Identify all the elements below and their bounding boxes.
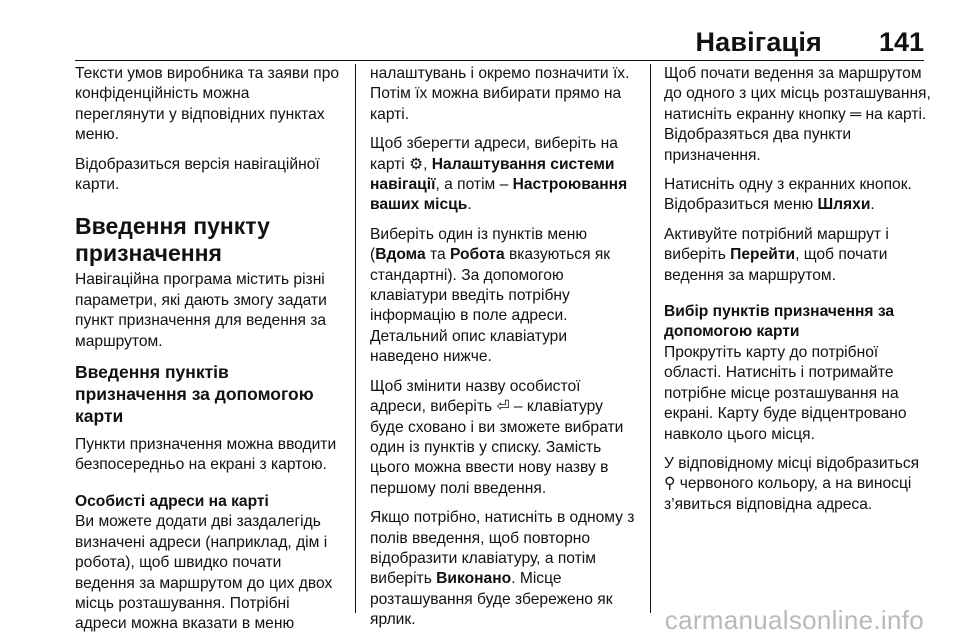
paragraph: Пункти призначення можна вводити безпосередньо на екрані з картою. xyxy=(75,436,337,474)
page-number: 141 xyxy=(878,27,924,57)
watermark: carmanualsonline.info xyxy=(664,605,924,635)
paragraph: Відобразиться версія навігаційної карти. xyxy=(75,155,320,194)
paragraph: налаштувань і окремо позначити їх. Потім їх можна вибирати прямо на карті. xyxy=(370,65,630,123)
paragraph: Щоб зберегти адреси, виберіть на карті ⚙, Налаштування системи навігації, а потім – Настроювання ваших місць. xyxy=(370,135,628,214)
map-pin-icon: ⚲ xyxy=(664,475,676,493)
subsection-heading-map-entry: Введення пунктів призначення за допомогою карти xyxy=(75,362,314,427)
menu-label: Вдома xyxy=(375,246,426,264)
paragraph: Якщо потрібно, натисніть в одному з полів введення, щоб повторно відобразити клавіатуру, а потім виберіть Виконано. Місце розташування буде збережено як ярлик. xyxy=(370,509,635,629)
column-divider-2 xyxy=(650,64,651,613)
column-3 xyxy=(664,64,932,524)
menu-label: Налаштування системи навігації xyxy=(370,155,615,194)
menu-icon: ═ xyxy=(850,105,862,123)
paragraph: Тексти умов виробника та заяви про конфіденційність можна переглянути у відповідних пунктах меню. xyxy=(75,65,340,144)
menu-label: Виконано xyxy=(436,570,512,588)
paragraph: У відповідному місці відобразиться ⚲ червоного кольору, а на виносці з’явиться відповідна адреса. xyxy=(664,454,920,513)
subheading-personal-addresses: Особисті адреси на карті xyxy=(75,492,269,510)
keyboard-hide-icon: ⏎ xyxy=(496,398,510,416)
paragraph: Навігаційна програма містить різні параметри, які дають змогу задати пункт призначення для ведення за маршрутом. xyxy=(75,271,327,350)
section-heading-destination: Введення пункту призначення xyxy=(75,213,270,267)
column-2 xyxy=(370,64,638,640)
column-divider-1 xyxy=(355,64,356,613)
menu-label: Настроювання ваших місць xyxy=(370,176,628,214)
paragraph: Активуйте потрібний маршрут і виберіть Перейти, щоб почати ведення за маршрутом. xyxy=(664,225,889,284)
paragraph: Виберіть один із пунктів меню (Вдома та Робота вказуються як стандартні). За допомогою клавіатури введіть потрібну інформацію в поле адреси. Детальний опис клавіатури наведено нижче. xyxy=(370,225,611,366)
paragraph: Прокрутіть карту до потрібної області. Натисніть і потримайте потрібне місце розташування на екрані. Карту буде відцентровано навколо цього місця. xyxy=(664,343,907,443)
paragraph: Щоб змінити назву особистої адреси, виберіть ⏎ – клавіатуру буде сховано і ви зможете вибрати один із пунктів у списку. Замість цього можна ввести нову назву в першому полі введення. xyxy=(370,377,624,497)
settings-icon: ⚙ xyxy=(409,155,424,173)
paragraph: Натисніть одну з екранних кнопок. Відобразиться меню Шляхи. xyxy=(664,176,912,214)
page-header-title: Навігація xyxy=(695,27,822,57)
menu-label: Шляхи xyxy=(817,196,871,214)
paragraph: Ви можете додати дві заздалегідь визначені адреси (наприклад, дім і робота), щоб швидко почати ведення за маршрутом до цих двох місць розташування. Потрібні адреси можна вказати в меню xyxy=(75,513,333,633)
menu-label: Робота xyxy=(450,246,505,264)
menu-label: Перейти xyxy=(730,246,796,264)
column-1 xyxy=(75,64,343,644)
header-rule xyxy=(75,60,924,61)
subheading-select-on-map: Вибір пунктів призначення за допомогою карти xyxy=(664,303,895,341)
paragraph: Щоб почати ведення за маршрутом до одного з цих місць розташування, натисніть екранну кнопку ═ на карті. Відобразяться два пункти призначення. xyxy=(664,65,931,164)
